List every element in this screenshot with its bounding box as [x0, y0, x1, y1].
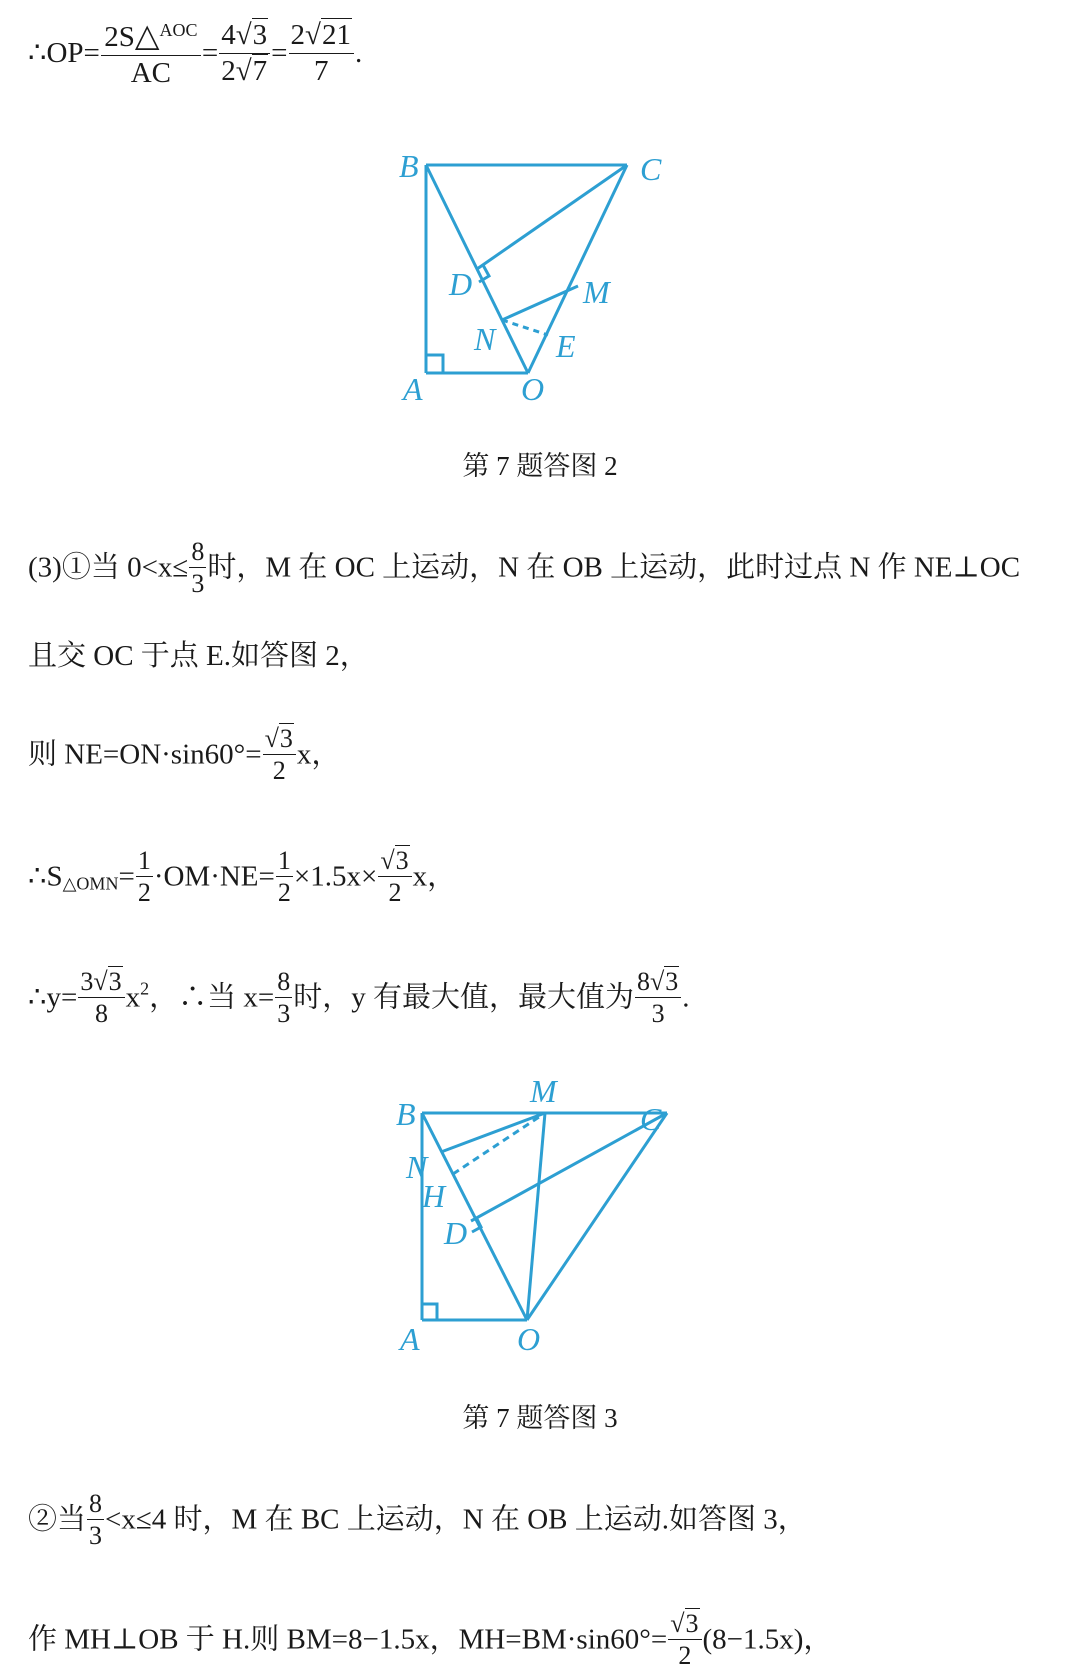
- text-run: ×1.5x×: [293, 860, 378, 893]
- fraction-numerator: 8: [275, 966, 292, 998]
- fraction-numerator: 1: [276, 845, 293, 877]
- therefore-symbol: ∴: [28, 36, 47, 69]
- text-run: (8−1.5x)，: [702, 1623, 833, 1656]
- label-d: D: [449, 266, 473, 302]
- fraction-numerator: 8: [189, 536, 206, 568]
- subscript-omn: △OMN: [62, 873, 119, 894]
- fraction-denominator: AC: [130, 56, 172, 89]
- segment-nm: [502, 286, 578, 320]
- label-o: O: [521, 371, 545, 407]
- label-a: A: [400, 1321, 420, 1357]
- label-h: H: [422, 1178, 446, 1214]
- label-b: B: [396, 1096, 416, 1132]
- period: .: [682, 981, 690, 1014]
- op-equation-line: [28, 18, 362, 93]
- figure-2-diagram: [390, 135, 680, 415]
- fraction-denominator: 3: [191, 569, 205, 599]
- segment-bo: [422, 1113, 527, 1320]
- label-c: C: [640, 151, 662, 187]
- sqrt-expression: √3: [649, 967, 679, 996]
- equals-sign: =: [118, 860, 135, 893]
- label-b: B: [399, 148, 419, 184]
- figure-3-caption: 第 7 题答图 3: [462, 1403, 618, 1433]
- fraction-2s-over-ac: [101, 16, 201, 91]
- segment-co: [528, 165, 627, 373]
- text-run: x: [125, 981, 141, 1014]
- fraction-denominator: 3: [277, 999, 291, 1029]
- label-e: E: [556, 328, 576, 364]
- fraction-8-over-3: [275, 966, 292, 1029]
- text-run: ·OM·NE=: [153, 860, 275, 893]
- text-run: ∴S: [28, 860, 63, 893]
- segment-mo: [527, 1113, 545, 1320]
- sqrt-expression: √3: [670, 1609, 699, 1638]
- subscript-aoc: AOC: [159, 20, 198, 40]
- fraction-3r3-over-8: [78, 966, 124, 1029]
- fraction-8-over-3: [87, 1488, 104, 1551]
- radicand: 3: [665, 967, 679, 996]
- fraction-denominator: 8: [94, 999, 108, 1029]
- fraction-denominator: 2: [388, 878, 402, 908]
- sqrt-expression: √3: [264, 724, 293, 753]
- segment-co: [527, 1113, 667, 1320]
- sqrt-expression: √3: [380, 846, 409, 875]
- fraction-r3-over-2: [668, 1608, 701, 1671]
- equals-sign: =: [271, 36, 288, 69]
- coefficient: 2: [221, 54, 236, 87]
- right-angle-mark-a: [426, 355, 443, 373]
- coefficient: 8: [636, 967, 650, 996]
- ne-equation-line: [28, 725, 340, 788]
- triangle-icon: △: [134, 17, 160, 53]
- label-a: A: [403, 371, 423, 407]
- label-m: M: [530, 1075, 557, 1109]
- case-1-condition: [28, 538, 1020, 601]
- fraction-denominator: 2: [678, 1641, 692, 1671]
- text-run: (3)①当 0<x≤: [28, 551, 189, 584]
- radicand: 7: [252, 54, 268, 87]
- radicand: 3: [279, 724, 293, 753]
- radicand: 21: [321, 19, 351, 51]
- op-label: OP: [46, 36, 84, 69]
- text-run: 时，y 有最大值，最大值为: [293, 981, 634, 1014]
- text-run: 时，M 在 OC 上运动，N 在 OB 上运动，此时过点 N 作 NE⊥OC: [207, 551, 1021, 584]
- text-run: x，: [412, 860, 457, 893]
- text-run: ，∴当 x=: [149, 981, 275, 1014]
- text-run: x，: [296, 738, 341, 771]
- case-1-continuation: 且交 OC 于点 E.如答图 2，: [28, 640, 369, 672]
- coefficient: 3: [80, 967, 94, 996]
- fraction-denominator: 2: [272, 756, 286, 786]
- radicand: 3: [395, 846, 409, 875]
- sqrt-expression: √3: [235, 19, 268, 51]
- text-run: 则 NE=ON·sin60°=: [28, 738, 262, 771]
- segment-cd: [477, 165, 627, 269]
- period: .: [354, 36, 363, 69]
- label-n: N: [406, 1149, 428, 1185]
- text-run: ②当: [28, 1503, 87, 1536]
- right-angle-mark-a: [422, 1304, 437, 1320]
- label-d: D: [444, 1215, 468, 1251]
- sqrt-expression: √21: [305, 19, 351, 51]
- fraction-1-over-2: [276, 845, 293, 908]
- radicand: 3: [685, 1609, 699, 1638]
- fraction-4r3-over-2r7: [219, 18, 270, 89]
- figure-3-diagram: [390, 1075, 680, 1365]
- fraction-denominator: 3: [89, 1521, 103, 1551]
- area-equation-line: [28, 847, 456, 910]
- figure-2-caption: 第 7 题答图 2: [462, 451, 618, 481]
- fraction-r3-over-2: [263, 723, 296, 786]
- mh-equation-line: [28, 1610, 832, 1673]
- fraction-2r21-over-7: [289, 18, 354, 89]
- sqrt-expression: √3: [93, 967, 122, 996]
- equals-sign: =: [201, 36, 219, 69]
- coefficient: 2: [290, 19, 306, 51]
- coefficient: 4: [221, 19, 236, 51]
- fraction-numerator: 1: [136, 845, 153, 877]
- equals-sign: =: [83, 36, 100, 69]
- fraction-denominator: 2: [277, 878, 291, 908]
- label-m: M: [583, 274, 610, 310]
- fraction-numerator: 2S: [104, 21, 135, 53]
- label-o: O: [517, 1321, 541, 1357]
- text-run: <x≤4 时，M 在 BC 上运动，N 在 OB 上运动.如答图 3，: [105, 1503, 807, 1536]
- fraction-numerator: 8: [87, 1488, 104, 1520]
- fraction-denominator: 3: [651, 999, 665, 1029]
- exponent: 2: [140, 978, 150, 999]
- fraction-r3-over-2: [378, 845, 411, 908]
- fraction-1-over-2: [136, 845, 153, 908]
- radicand: 3: [252, 19, 268, 51]
- fraction-8r3-over-3: [635, 966, 681, 1029]
- fraction-8-over-3: [189, 536, 206, 599]
- fraction-denominator: 2: [137, 878, 151, 908]
- label-n: N: [474, 321, 496, 357]
- text-run: 作 MH⊥OB 于 H.则 BM=8−1.5x，MH=BM·sin60°=: [28, 1623, 668, 1656]
- y-max-line: [28, 968, 690, 1031]
- radicand: 3: [108, 967, 122, 996]
- label-c: C: [640, 1101, 662, 1137]
- case-2-condition: [28, 1490, 807, 1553]
- sqrt-expression: √7: [235, 54, 268, 87]
- text-run: ∴y=: [28, 981, 78, 1014]
- fraction-denominator: 7: [313, 54, 329, 87]
